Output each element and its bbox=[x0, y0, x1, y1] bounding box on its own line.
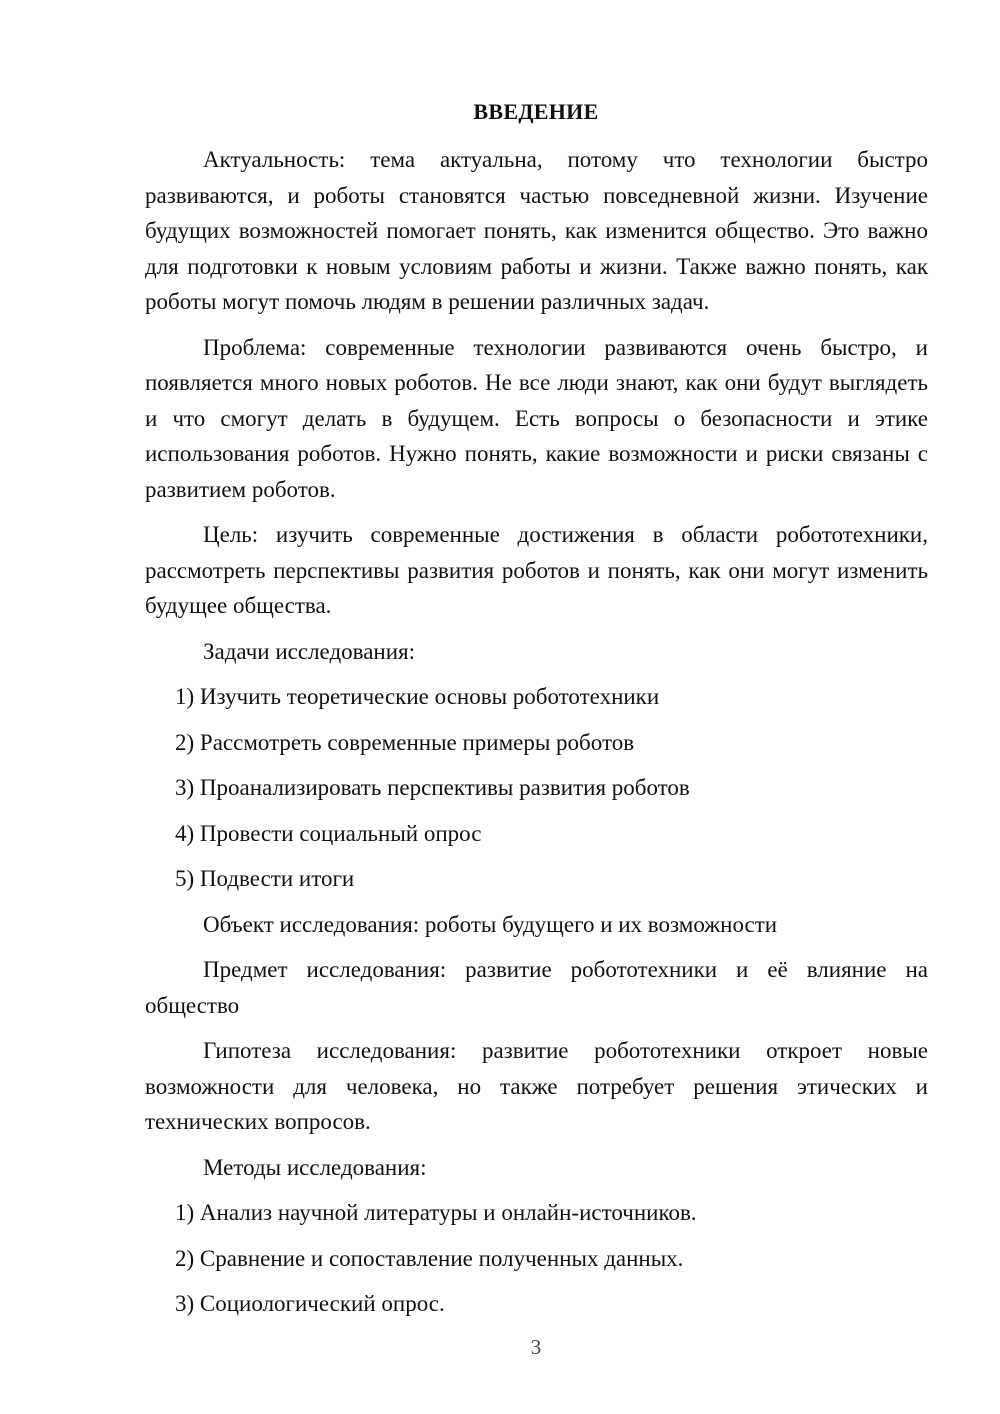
task-item-4: 4) Провести социальный опрос bbox=[175, 820, 482, 846]
page-title: ВВЕДЕНИЕ bbox=[473, 99, 599, 124]
task-item-3: 3) Проанализировать перспективы развития роботов bbox=[175, 775, 690, 800]
goal-paragraph: Цель: изучить современные достижения в области робототехники, рассмотреть перспективы развития роботов и понять, как они могут изменить будущее общества. bbox=[145, 522, 928, 618]
task-item-5: 5) Подвести итоги bbox=[175, 866, 355, 891]
problem-paragraph: Проблема: современные технологии развиваются очень быстро, и появляется много новых роботов. Не все люди знают, как они будут выглядеть и что смогут делать в будущем. Есть вопросы о безопасности и этике использования роботов. Нужно понять, какие возможности и риски связаны с развитием роботов. bbox=[145, 334, 928, 502]
methods-heading: Методы исследования: bbox=[203, 1154, 427, 1180]
tasks-heading: Задачи исследования: bbox=[203, 638, 416, 664]
hypothesis-paragraph: Гипотеза исследования: развитие робототехники откроет новые возможности для человека, но также потребует решения этических и технических вопросов. bbox=[145, 1038, 928, 1134]
page-number: 3 bbox=[530, 1335, 542, 1359]
methods-list bbox=[145, 1195, 928, 1322]
task-item-1: 1) Изучить теоретические основы робототехники bbox=[175, 684, 660, 709]
method-item-3: 3) Социологический опрос. bbox=[175, 1291, 445, 1316]
subject-paragraph: Предмет исследования: развитие робототехники и её влияние на общество bbox=[145, 957, 928, 1018]
method-item-1: 1) Анализ научной литературы и онлайн-источников. bbox=[175, 1200, 697, 1225]
document-body bbox=[145, 142, 928, 1332]
task-item-2: 2) Рассмотреть современные примеры роботов bbox=[175, 729, 635, 755]
method-item-2: 2) Сравнение и сопоставление полученных данных. bbox=[175, 1245, 684, 1271]
relevance-paragraph: Актуальность: тема актуальна, потому что технологии быстро развиваются, и роботы становятся частью повседневной жизни. Изучение будущих возможностей помогает понять, как изменится общество. Это важно для подготовки к новым условиям работы и жизни. Также важно понять, как роботы могут помочь людям в решении различных задач. bbox=[145, 147, 928, 314]
object-paragraph: Объект исследования: роботы будущего и их возможности bbox=[203, 911, 778, 937]
tasks-list bbox=[145, 679, 928, 897]
